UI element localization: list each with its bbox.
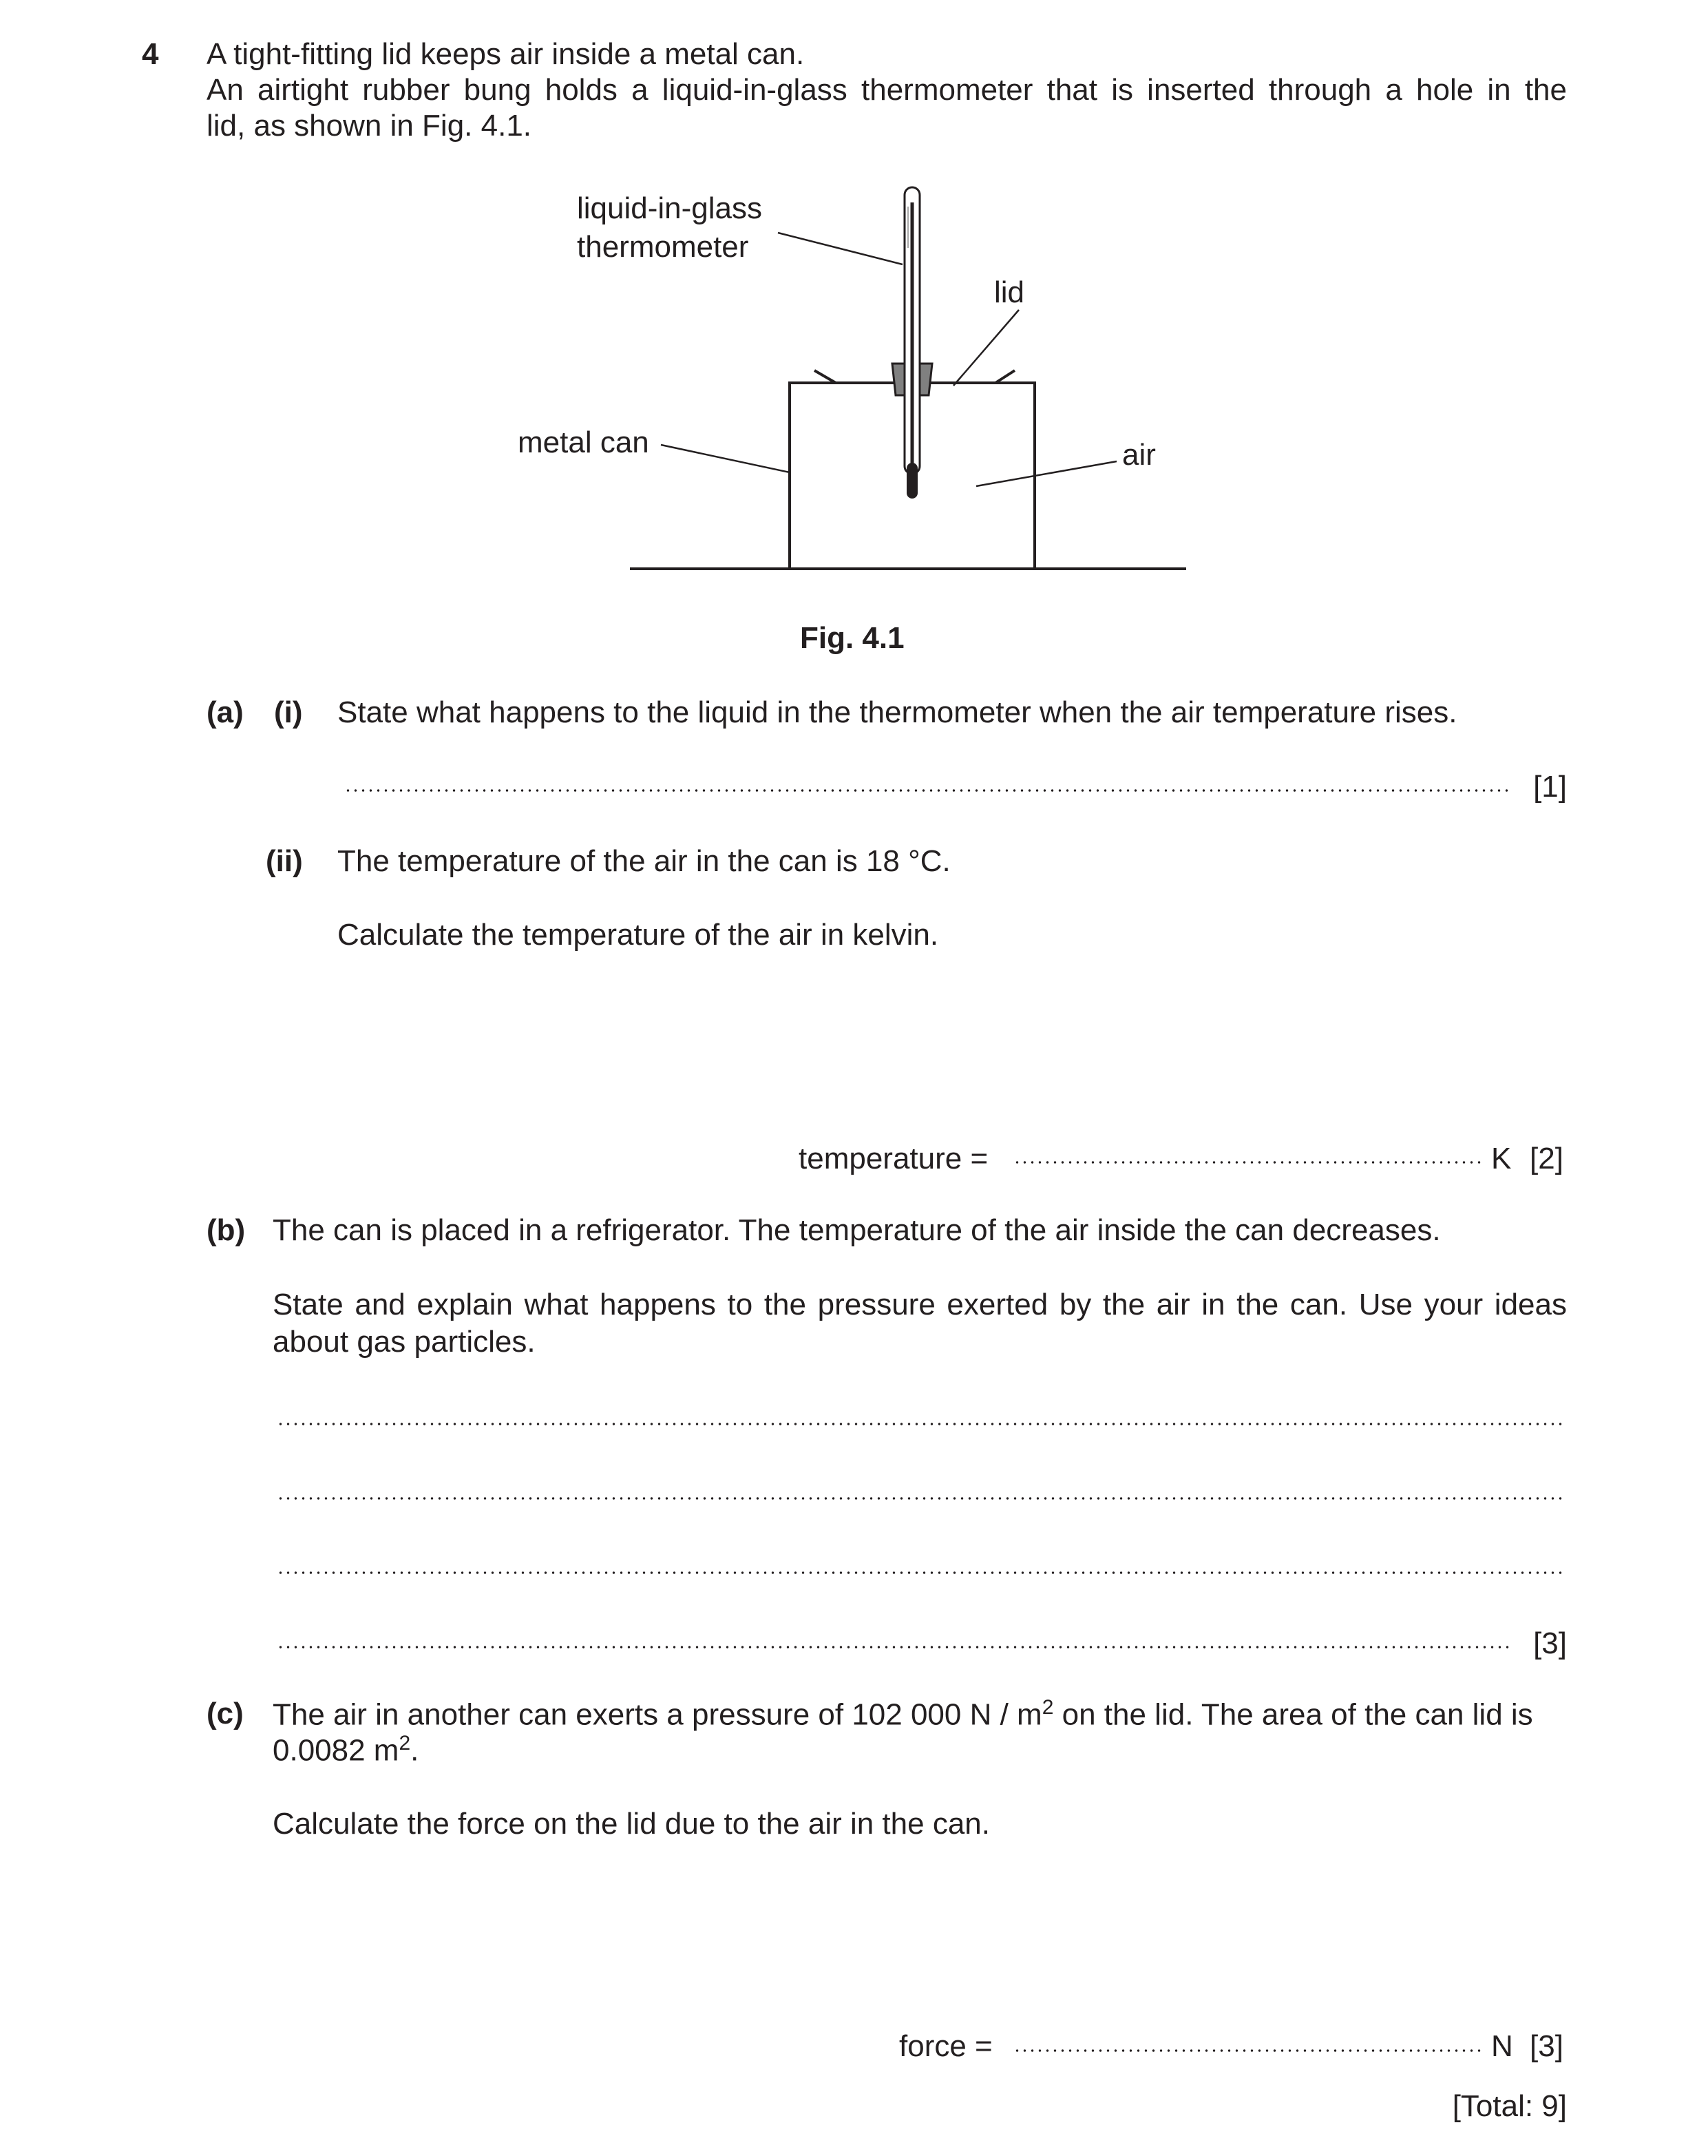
force-unit: N [1491,2029,1513,2063]
answer-line-b-2[interactable] [277,1497,1564,1500]
marks-a-ii: [2] [1530,1142,1563,1175]
part-c-label: (c) [207,1697,244,1730]
part-c-text-2 [273,1731,419,1769]
part-a-ii-text-1: The temperature of the air in the can is 18 °C. [337,844,951,878]
part-b-label: (b) [207,1213,246,1247]
figure-caption: Fig. 4.1 [800,621,905,655]
thermometer [905,187,920,499]
part-b-text-2a: State and explain what happens to the pressure exerted by the air in the can. Use your ideas [273,1288,1567,1321]
force-answer-label: force = [899,2029,993,2063]
part-c-area: 0.0082 m [273,1733,399,1768]
temperature-unit: K [1491,1142,1512,1175]
part-a-i-label: (i) [274,695,303,729]
part-a-ii-label: (ii) [266,844,303,878]
answer-line-b-3[interactable] [277,1571,1564,1574]
answer-line-b-1[interactable] [277,1423,1564,1425]
part-a-label: (a) [207,695,244,729]
intro-line-1: A tight-fitting lid keeps air inside a metal can. [207,37,805,71]
part-c-sup-2: 2 [399,1732,411,1755]
marks-a-i: [1] [1533,770,1567,804]
part-b-text-1: The can is placed in a refrigerator. The temperature of the air inside the can decreases. [273,1213,1441,1247]
label-thermometer-line1: liquid-in-glass [577,191,763,225]
metal-can-leader [661,445,790,472]
label-thermometer-line2: thermometer [577,230,749,264]
label-metal-can: metal can [518,426,649,459]
force-answer-field[interactable] [1013,2049,1482,2052]
total-marks: [Total: 9] [1452,2089,1567,2123]
intro-line-2: An airtight rubber bung holds a liquid-in-glass thermometer that is inserted through a hole in the [207,73,1567,107]
label-air: air [1122,438,1156,472]
part-a-ii-text-2: Calculate the temperature of the air in kelvin. [337,918,939,952]
answer-line-b-4[interactable] [277,1646,1509,1649]
marks-b: [3] [1533,1626,1567,1660]
temperature-answer-label: temperature = [799,1142,989,1175]
temperature-answer-field[interactable] [1013,1161,1482,1164]
part-c-text-3: Calculate the force on the lid due to the air in the can. [273,1807,990,1841]
intro-line-3: lid, as shown in Fig. 4.1. [207,109,532,143]
question-number: 4 [142,37,159,71]
part-b-text-2b: about gas particles. [273,1325,536,1359]
thermometer-leader [778,233,903,264]
part-c-text-1a: The air in another can exerts a pressure of 102 000 N / m [273,1697,1042,1732]
part-c-text-1 [273,1695,1533,1733]
label-lid: lid [994,275,1025,309]
part-a-i-text: State what happens to the liquid in the thermometer when the air temperature rises. [337,695,1457,729]
marks-c: [3] [1530,2029,1563,2063]
part-c-text-1b: on the lid. The area of the can lid is [1053,1697,1533,1732]
can-thermometer-diagram [0,0,1708,620]
part-c-sup-1: 2 [1042,1696,1054,1719]
answer-line-a-i[interactable] [344,789,1511,792]
part-c-period: . [410,1733,419,1768]
air-leader [976,461,1117,486]
